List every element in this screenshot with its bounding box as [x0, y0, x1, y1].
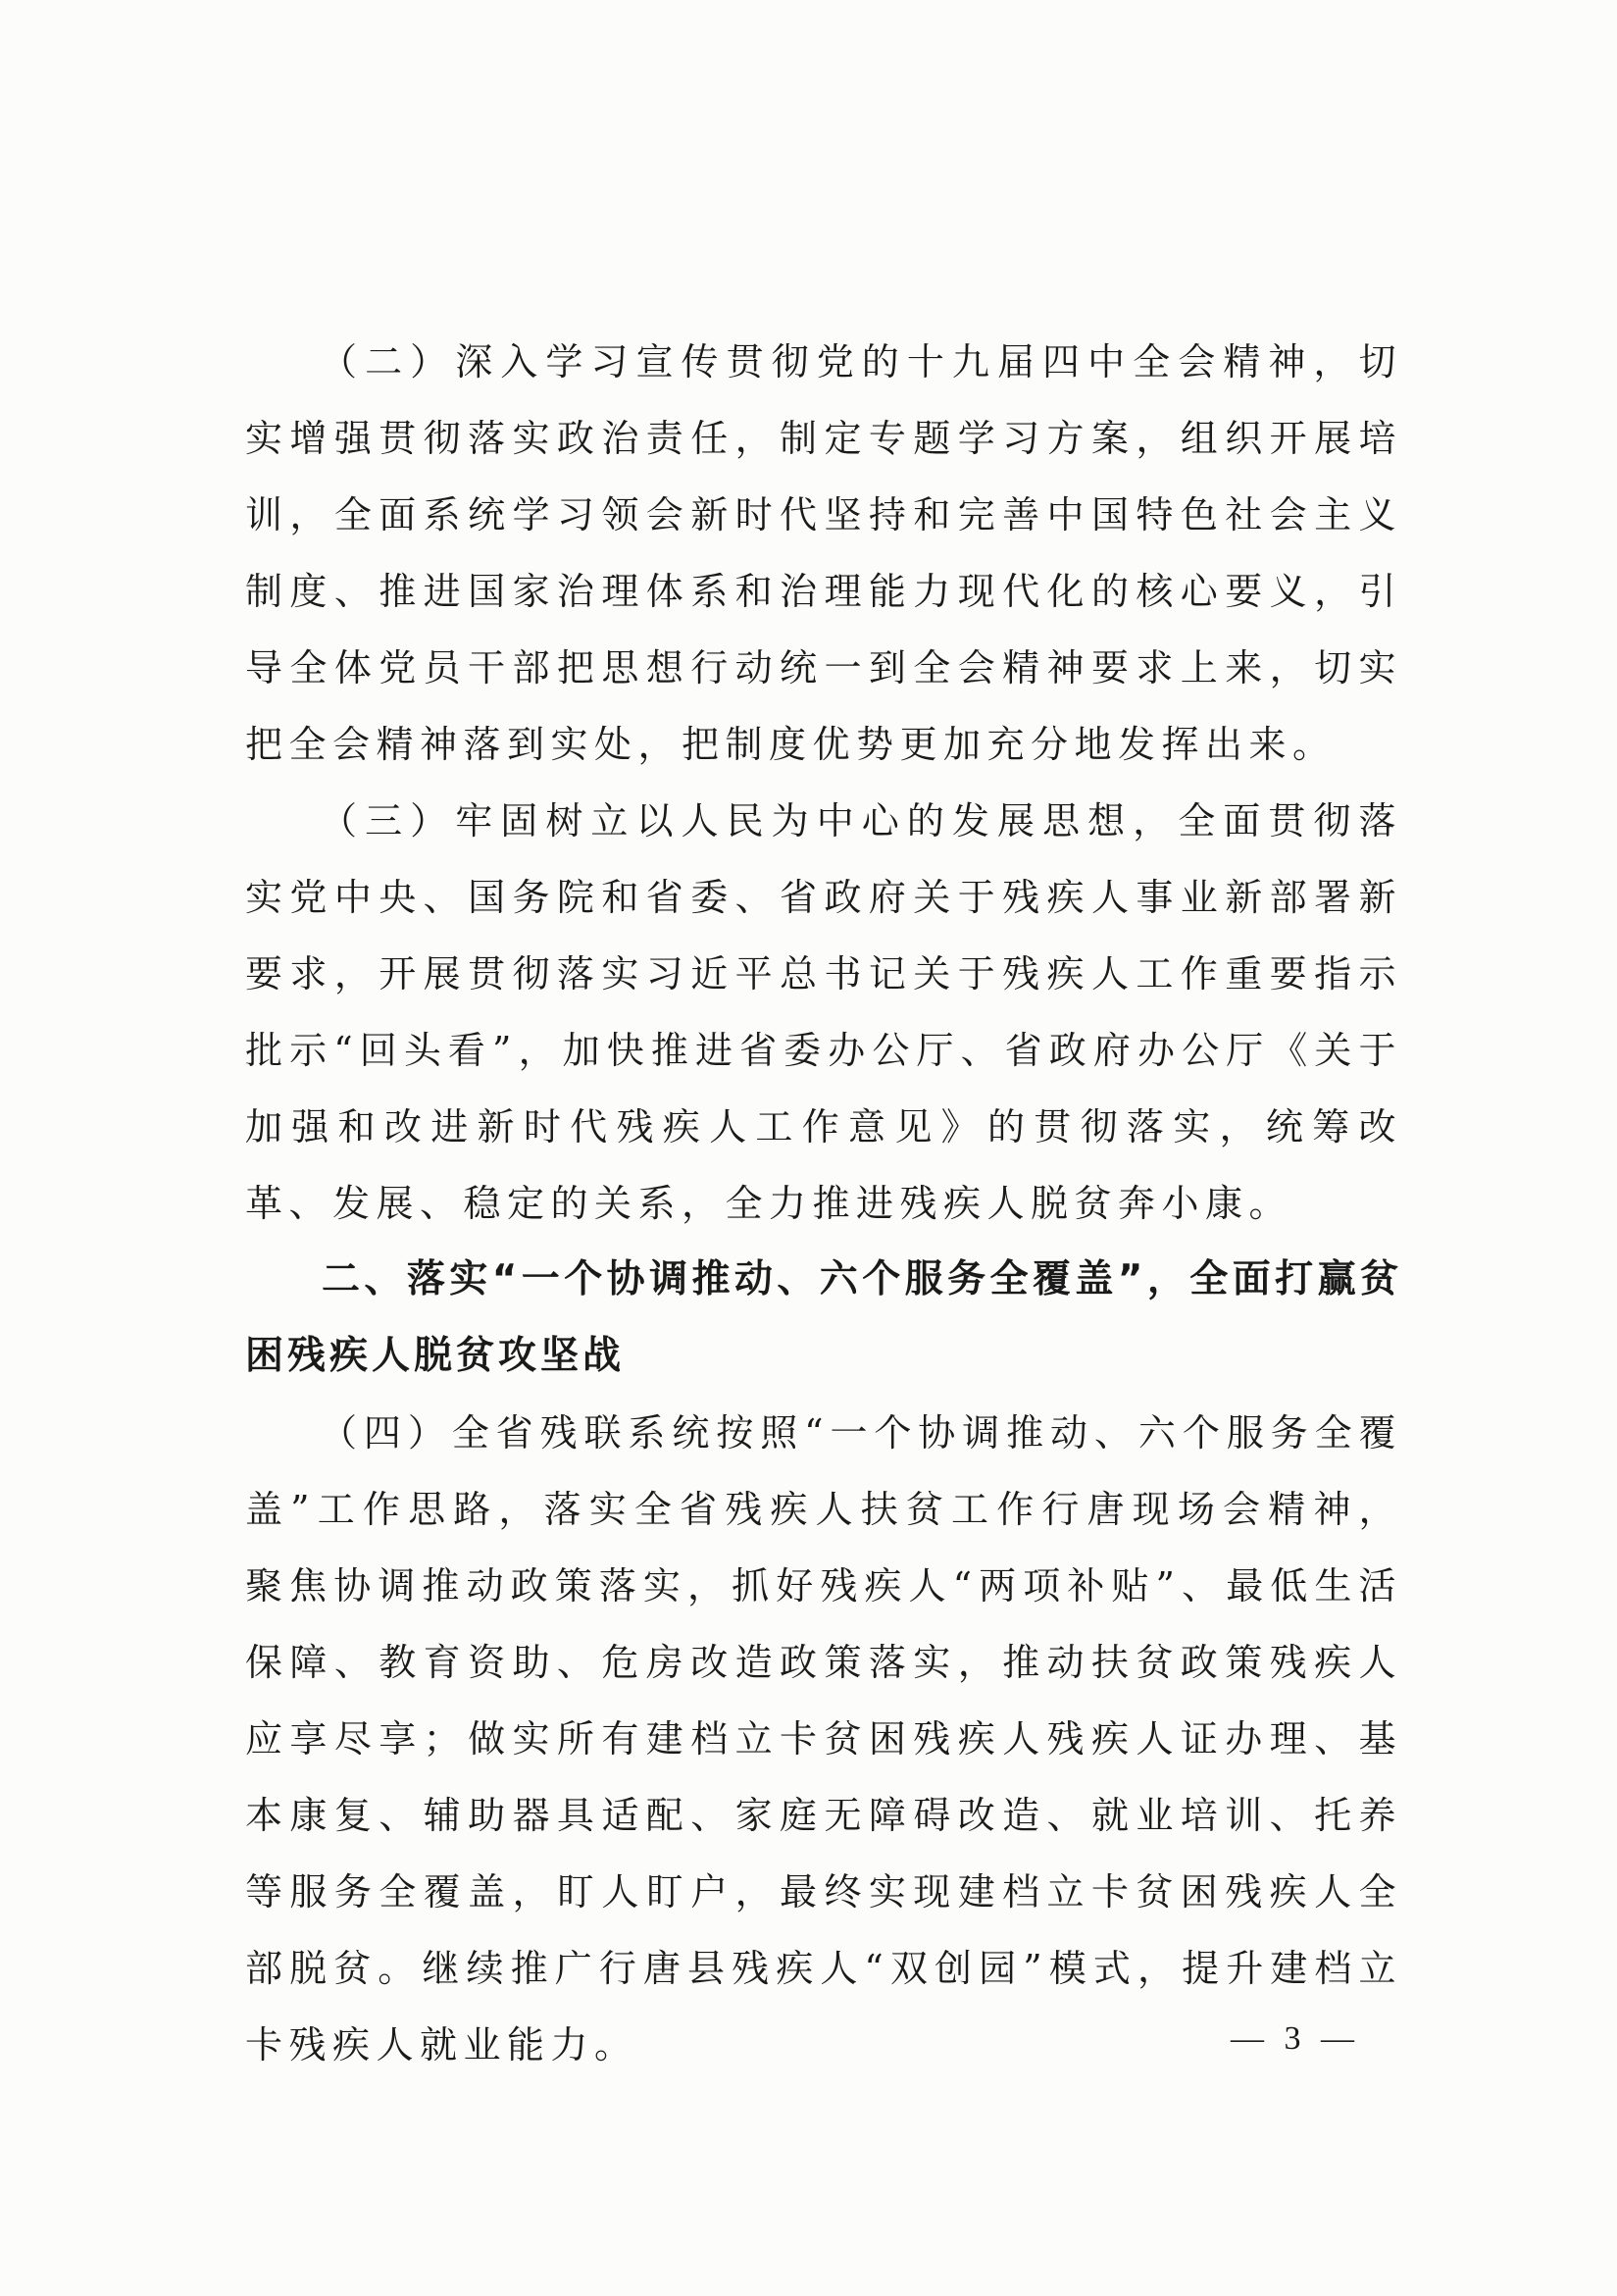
paragraph-2: （二）深入学习宣传贯彻党的十九届四中全会精神，切实增强贯彻落实政治责任，制定专题学习方案，组织开展培训，全面系统学习领会新时代坚持和完善中国特色社会主义制度、推进国家治理体系和治理能力现代化的核心要义，引导全体党员干部把思想行动统一到全会精神要求上来，切实把全会精神落到实处，把制度优势更加充分地发挥出来。	[245, 340, 1402, 766]
paragraph-4: （四）全省残联系统按照“一个协调推动、六个服务全覆盖”工作思路，落实全省残疾人扶贫工作行唐现场会精神，聚焦协调推动政策落实，抓好残疾人“两项补贴”、最低生活保障、教育资助、危房改造政策落实，推动扶贫政策残疾人应享尽享；做实所有建档立卡贫困残疾人残疾人证办理、基本康复、辅助器具适配、家庭无障碍改造、就业培训、托养等服务全覆盖，盯人盯户，最终实现建档立卡贫困残疾人全部脱贫。继续推广行唐县残疾人“双创园”模式，提升建档立卡残疾人就业能力。	[245, 1411, 1402, 2066]
document-body	[245, 324, 1402, 2083]
section-heading-2: 二、落实“一个协调推动、六个服务全覆盖”，全面打赢贫困残疾人脱贫攻坚战	[245, 1257, 1402, 1378]
paragraph-3: （三）牢固树立以人民为中心的发展思想，全面贯彻落实党中央、国务院和省委、省政府关于残疾人事业新部署新要求，开展贯彻落实习近平总书记关于残疾人工作重要指示批示“回头看”，加快推进省委办公厅、省政府办公厅《关于加强和改进新时代残疾人工作意见》的贯彻落实，统筹改革、发展、稳定的关系，全力推进残疾人脱贫奔小康。	[245, 799, 1402, 1225]
page-number: — 3 —	[1231, 2020, 1360, 2057]
